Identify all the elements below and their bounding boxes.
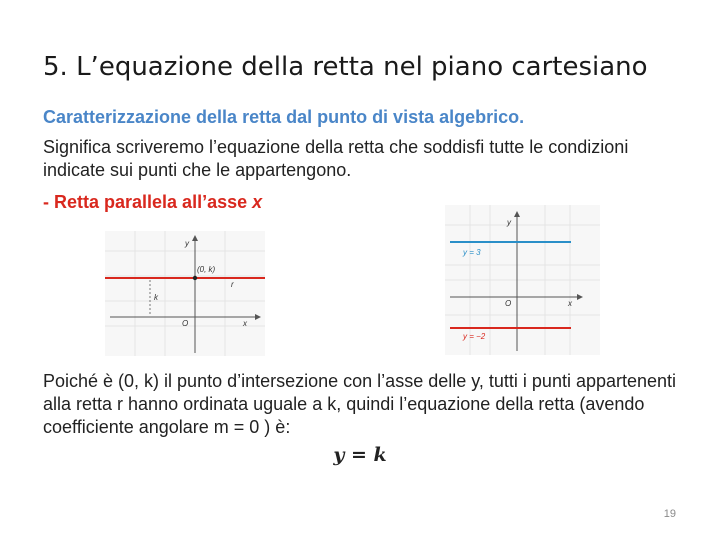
figure-left-line-label: r: [231, 280, 234, 289]
figure-left-x-label: x: [243, 319, 247, 328]
figure-right-x-label: x: [568, 299, 572, 308]
formula: y = k: [333, 444, 387, 466]
figure-left-origin-label: O: [182, 319, 189, 328]
page-number: 19: [663, 508, 676, 520]
figure-left-point: [193, 276, 197, 280]
figure-right-y-label: y: [507, 218, 511, 227]
figure-left-graph: [105, 231, 265, 356]
figure-left-y-label: y: [185, 239, 189, 248]
figure-right-lower-label: y = −2: [463, 332, 486, 341]
figure-right-origin-label: O: [505, 299, 512, 308]
explanation-paragraph: Poiché è (0, k) il punto d’intersezione con l’asse delle y, tutti i punti appartenenti alla retta r hanno ordinata uguale a k, quindi l’equazione della retta (avendo coefficiente angolare m = 0 ) è:: [43, 371, 677, 437]
slide-title: 5. L’equazione della retta nel piano cartesiano: [43, 52, 648, 82]
figure-left-point-label: (0, k): [197, 265, 216, 274]
figure-left-background: [105, 231, 265, 356]
intro-paragraph: Significa scriveremo l’equazione della retta che soddisfi tutte le condizioni indicate sui punti che le appartengono.: [43, 137, 629, 180]
figure-right-graph: [445, 205, 600, 355]
figure-right-upper-label: y = 3: [463, 248, 481, 257]
section-heading-prefix: - Retta parallela all’asse: [43, 192, 253, 212]
slide-subtitle: Caratterizzazione della retta dal punto di vista algebrico.: [43, 107, 525, 127]
figure-left-distance-label: k: [154, 293, 158, 302]
section-heading-var: x: [252, 192, 263, 212]
